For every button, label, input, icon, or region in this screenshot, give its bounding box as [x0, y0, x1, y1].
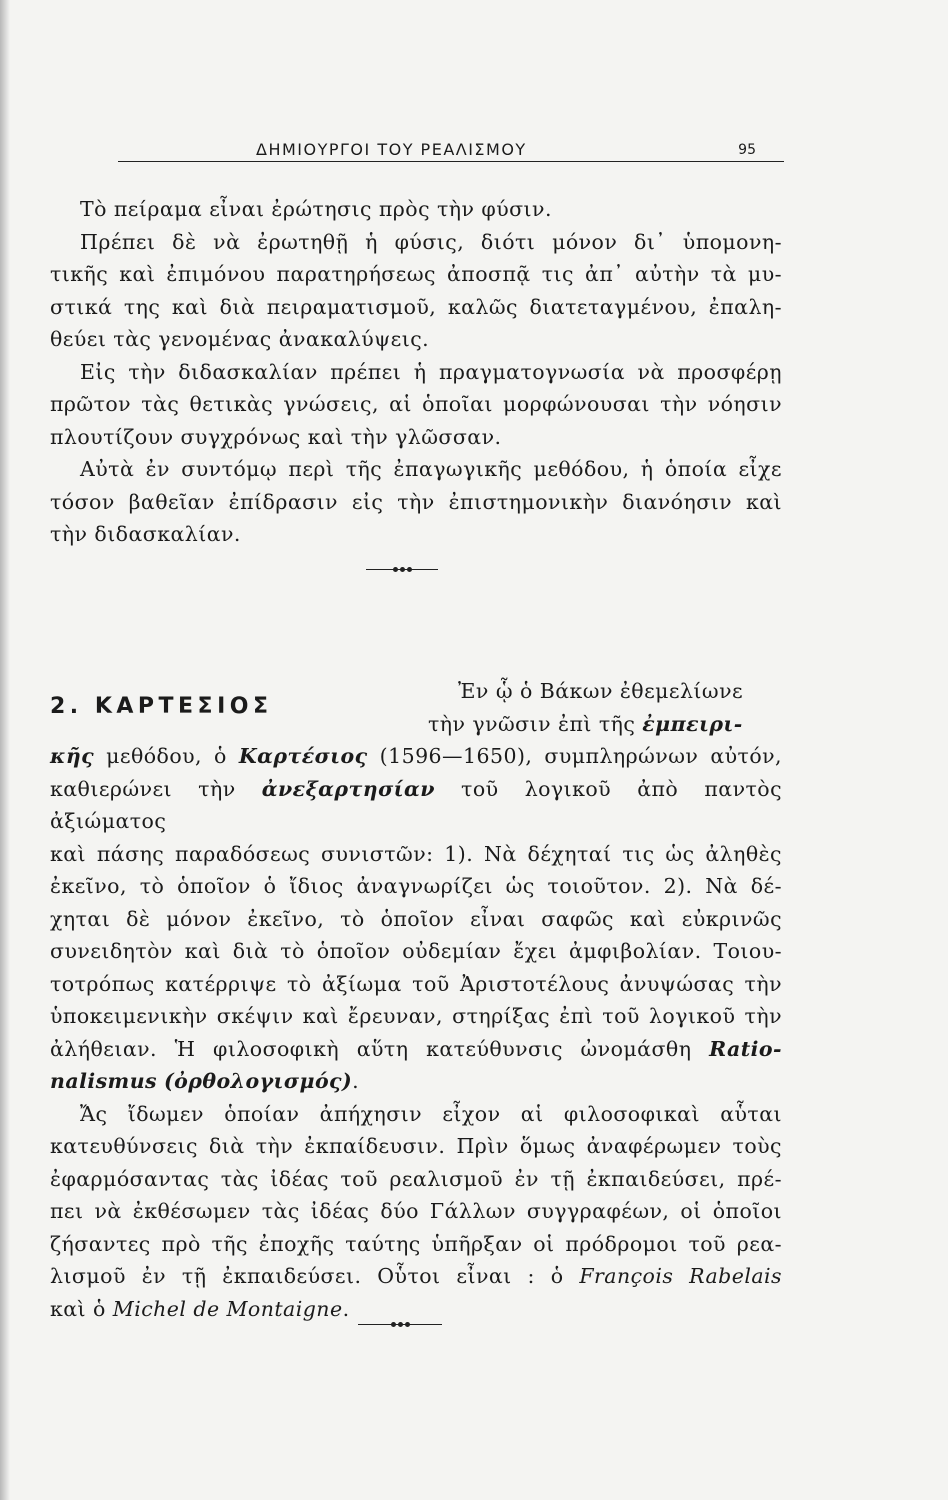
- divider-dot: [400, 567, 405, 572]
- text-line: κατευθύνσεις διὰ τὴν ἐκπαίδευσιν. Πρὶν ὅμως ἀναφέρωμεν τοὺς: [50, 1134, 782, 1158]
- text-run: λισμοῦ ἐν τῇ ἐκπαιδεύσει. Οὗτοι εἶναι : ὁ: [50, 1264, 580, 1288]
- text-line: Ἄς ἴδωμεν ὁποίαν ἀπήχησιν εἶχον αἱ φιλοσοφικαὶ αὗται: [80, 1101, 782, 1126]
- text-run: τὴν γνῶσιν ἐπὶ τῆς: [428, 711, 643, 736]
- divider-dot: [405, 1322, 410, 1327]
- text-line: Τὸ πείραμα εἶναι ἐρώτησις πρὸς τὴν φύσιν.: [80, 197, 552, 221]
- emphasis-text: (ὀρθολογισμός): [164, 1069, 353, 1093]
- text-line: [50, 1065, 782, 1098]
- text-line: [428, 708, 782, 741]
- text-line: καὶ πάσης παραδόσεως συνιστῶν: 1). Νὰ δέχηταί τις ὡς ἀληθὲς: [50, 841, 782, 866]
- emphasis-text: κῆς: [50, 744, 95, 768]
- text-run: τοῦ λογικοῦ ἀπὸ παντὸς ἀξιώματος: [50, 776, 783, 833]
- running-header: [118, 140, 784, 170]
- text-line: θεύει τὰς γενομένας ἀνακαλύψεις.: [50, 327, 430, 351]
- text-line: τὴν διδασκαλίαν.: [50, 522, 241, 546]
- text-line: Πρέπει δὲ νὰ ἐρωτηθῇ ἡ φύσις, διότι μόνον δι᾽ ὑπομονη-: [80, 229, 782, 254]
- text-run: (1596—1650), συμπληρώνων αὐτόν,: [367, 744, 782, 768]
- header-rule: [118, 161, 784, 162]
- divider-dot: [391, 1322, 396, 1327]
- section-divider: [358, 1321, 442, 1329]
- text-run: .: [342, 1296, 350, 1321]
- paragraph-descartes: [50, 740, 782, 1325]
- text-line: [50, 1260, 782, 1293]
- text-line: στικά της καὶ διὰ πειραματισμοῦ, καλῶς διατεταγμένου, ἐπαλη-: [50, 294, 782, 319]
- divider-dot: [407, 567, 412, 572]
- text-line: χηται δὲ μόνον ἐκεῖνο, τὸ ὁποῖον εἶναι σαφῶς καὶ εὐκρινῶς: [50, 906, 782, 931]
- text-line: ἐκεῖνο, τὸ ὁποῖον ὁ ἴδιος ἀναγνωρίζει ὡς τοιοῦτον. 2). Νὰ δέ-: [50, 874, 782, 898]
- text-line: ἐφαρμόσαντας τὰς ἰδέας τοῦ ρεαλισμοῦ ἐν τῇ ἐκπαιδεύσει, πρέ-: [50, 1166, 782, 1191]
- emphasis-text: nalismus: [50, 1069, 158, 1093]
- header-title: ΔΗΜΙΟΥΡΓΟΙ ΤΟΥ ΡΕΑΛΙΣΜΟΥ: [256, 140, 527, 159]
- text-line: [50, 773, 782, 838]
- section-divider: [366, 566, 438, 574]
- text-line: πλουτίζουν συγχρόνως καὶ τὴν γλῶσσαν.: [50, 424, 502, 449]
- text-line: Αὐτὰ ἐν συντόμῳ περὶ τῆς ἐπαγωγικῆς μεθόδου, ἡ ὁποία εἶχε: [80, 457, 782, 481]
- text-run: καθιερώνει τὴν: [50, 776, 262, 801]
- text-line: τικῆς καὶ ἐπιμόνου παρατηρήσεως ἀποσπᾷ τις ἀπ᾽ αὐτὴν τὰ μυ-: [50, 262, 782, 286]
- page-edge-shadow: [0, 0, 10, 1500]
- text-run: ἀλήθειαν. Ἡ φιλοσοφικὴ αὕτη κατεύθυνσις ὠνομάσθη: [50, 1036, 710, 1061]
- emphasis-text: Ratio-: [709, 1036, 782, 1061]
- text-run: .: [352, 1069, 360, 1093]
- text-line: [50, 1033, 782, 1066]
- text-line: ζήσαντες πρὸ τῆς ἐποχῆς ταύτης ὑπῆρξαν οἱ πρόδρομοι τοῦ ρεα-: [50, 1231, 782, 1256]
- text-run: καὶ ὁ: [50, 1296, 113, 1321]
- emphasis-text: ἐμπειρι-: [642, 711, 743, 736]
- text-line: ὑποκειμενικὴν σκέψιν καὶ ἔρευναν, στηρίξας ἐπὶ τοῦ λογικοῦ τὴν: [50, 1004, 782, 1028]
- divider-dot: [393, 567, 398, 572]
- divider-dot: [398, 1322, 403, 1327]
- text-run: μεθόδου, ὁ: [94, 744, 239, 768]
- section-intro: [428, 675, 782, 740]
- text-line: [50, 740, 782, 773]
- text-line: πει νὰ ἐκθέσωμεν τὰς ἰδέας δύο Γάλλων συγγραφέων, οἱ ὁποῖοι: [50, 1199, 782, 1223]
- emphasis-text: ἀνεξαρτησίαν: [261, 776, 435, 801]
- text-line: Εἰς τὴν διδασκαλίαν πρέπει ἡ πραγματογνωσία νὰ προσφέρῃ: [80, 359, 782, 384]
- person-name: François Rabelais: [579, 1264, 782, 1288]
- section-heading: 2. ΚΑΡΤΕΣΙΟΣ: [50, 694, 273, 719]
- person-name: Michel de Montaigne: [112, 1296, 343, 1321]
- text-line: τόσον βαθεῖαν ἐπίδρασιν εἰς τὴν ἐπιστημονικὴν διανόησιν καὶ: [50, 489, 782, 514]
- text-line: πρῶτον τὰς θετικὰς γνώσεις, αἱ ὁποῖαι μορφώνουσαι τὴν νόησιν: [50, 392, 782, 416]
- text-line: συνειδητὸν καὶ διὰ τὸ ὁποῖον οὐδεμίαν ἔχει ἀμφιβολίαν. Τοιου-: [50, 939, 782, 963]
- text-line: Ἐν ᾧ ὁ Βάκων ἐθεμελίωνε: [458, 679, 744, 703]
- paragraph-experiment: [50, 193, 782, 551]
- text-line: τοτρόπως κατέρριψε τὸ ἀξίωμα τοῦ Ἀριστοτέλους ἀνυψώσας τὴν: [50, 971, 782, 996]
- person-name: Καρτέσιος: [238, 744, 368, 768]
- page-number: 95: [738, 142, 756, 158]
